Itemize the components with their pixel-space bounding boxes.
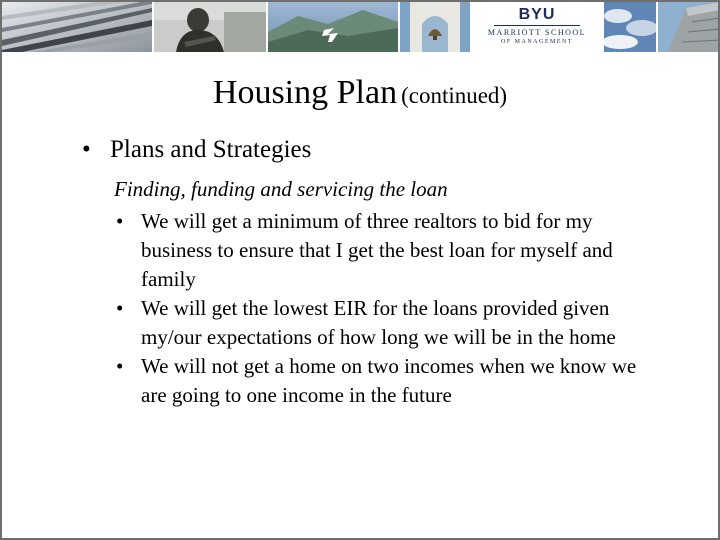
slide-title [2,72,718,117]
list-item [114,294,654,352]
list-item [114,352,654,410]
mountain-y-photo [268,2,398,52]
level1-bullet-text: Plans and Strategies [110,136,312,163]
of-management-text: OF MANAGEMENT [501,39,573,45]
list-item-text: We will get the lowest EIR for the loans provided given my/our expectations of how long we will be in the home [141,296,616,349]
statue-photo [154,2,266,52]
bullet-icon: • [82,136,91,163]
list-item-text: We will not get a home on two incomes when we know we are going to one income in the future [141,354,637,407]
byu-logo [472,2,602,52]
level1-bullet-item [82,134,311,166]
bullet-icon: • [116,354,124,378]
strategy-list [114,207,654,410]
steel-bars-photo [2,2,152,52]
list-item-text: We will get a minimum of three realtors to bid for my business to ensure that I get the best loan for myself and family [141,209,613,291]
title-main: Housing Plan [212,74,398,111]
marriott-school-text: MARRIOTT SCHOOL [487,28,587,37]
header-banner [2,2,718,52]
building-photo [658,2,720,52]
bullet-icon: • [116,209,124,233]
byu-logo-text: BYU [518,6,556,23]
subheading: Finding, funding and servicing the loan [114,177,448,201]
bullet-icon: • [116,296,124,320]
logo-rule [494,25,580,26]
clouds-photo [604,2,656,52]
bell-tower-photo [400,2,470,52]
title-subtitle: (continued) [401,83,508,108]
list-item [114,207,654,294]
